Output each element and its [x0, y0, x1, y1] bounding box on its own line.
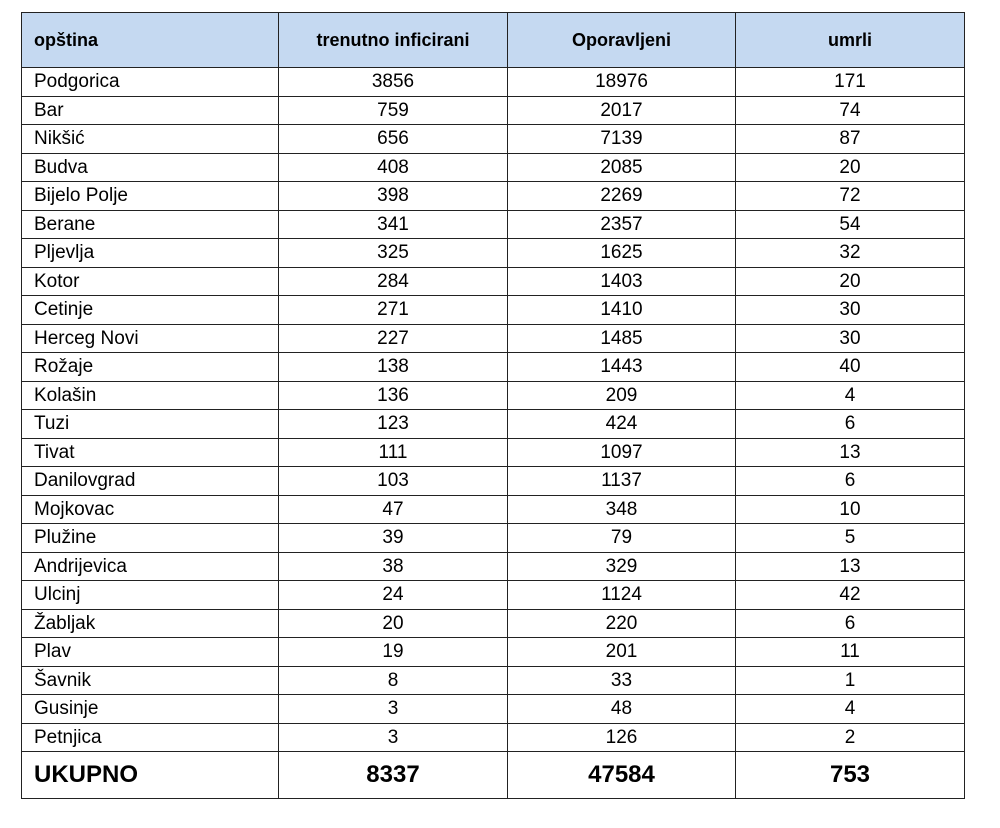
- cell-recovered: 1403: [508, 267, 736, 296]
- cell-municipality: Tivat: [22, 438, 279, 467]
- cell-deceased: 42: [736, 581, 965, 610]
- cell-recovered: 220: [508, 609, 736, 638]
- cell-currently-infected: 38: [279, 552, 508, 581]
- cell-municipality: Budva: [22, 153, 279, 182]
- cell-recovered: 1097: [508, 438, 736, 467]
- cell-municipality: Berane: [22, 210, 279, 239]
- cell-deceased: 40: [736, 353, 965, 382]
- cell-deceased: 1: [736, 666, 965, 695]
- cell-municipality: Bijelo Polje: [22, 182, 279, 211]
- cell-deceased: 6: [736, 410, 965, 439]
- cell-municipality: Bar: [22, 96, 279, 125]
- cell-deceased: 30: [736, 324, 965, 353]
- cell-currently-infected: 47: [279, 495, 508, 524]
- cell-deceased: 54: [736, 210, 965, 239]
- table-row: [22, 267, 965, 296]
- cell-municipality: Šavnik: [22, 666, 279, 695]
- table-row: [22, 353, 965, 382]
- table-row: [22, 581, 965, 610]
- total-label: UKUPNO: [22, 752, 279, 799]
- table-row: [22, 495, 965, 524]
- cell-deceased: 87: [736, 125, 965, 154]
- table-row: [22, 324, 965, 353]
- cell-deceased: 20: [736, 153, 965, 182]
- cell-deceased: 13: [736, 552, 965, 581]
- cell-recovered: 79: [508, 524, 736, 553]
- cell-municipality: Petnjica: [22, 723, 279, 752]
- table-row: [22, 723, 965, 752]
- table-row: [22, 125, 965, 154]
- cell-deceased: 74: [736, 96, 965, 125]
- cell-municipality: Plužine: [22, 524, 279, 553]
- cell-currently-infected: 138: [279, 353, 508, 382]
- cell-currently-infected: 284: [279, 267, 508, 296]
- cell-currently-infected: 103: [279, 467, 508, 496]
- cell-municipality: Danilovgrad: [22, 467, 279, 496]
- header-municipality: opština: [22, 13, 279, 68]
- table-row: [22, 609, 965, 638]
- cell-deceased: 4: [736, 381, 965, 410]
- cell-recovered: 424: [508, 410, 736, 439]
- cell-currently-infected: 3: [279, 695, 508, 724]
- table-row: [22, 524, 965, 553]
- table-header: [22, 13, 965, 68]
- cell-municipality: Žabljak: [22, 609, 279, 638]
- cell-recovered: 2017: [508, 96, 736, 125]
- cell-recovered: 48: [508, 695, 736, 724]
- cell-currently-infected: 39: [279, 524, 508, 553]
- cell-recovered: 201: [508, 638, 736, 667]
- cell-municipality: Podgorica: [22, 68, 279, 97]
- cell-currently-infected: 136: [279, 381, 508, 410]
- municipality-stats-table: [21, 12, 965, 799]
- table-row: [22, 239, 965, 268]
- table-row: [22, 666, 965, 695]
- cell-recovered: 1443: [508, 353, 736, 382]
- header-currently-infected: trenutno inficirani: [279, 13, 508, 68]
- cell-municipality: Ulcinj: [22, 581, 279, 610]
- cell-deceased: 171: [736, 68, 965, 97]
- cell-currently-infected: 123: [279, 410, 508, 439]
- table-row: [22, 210, 965, 239]
- cell-currently-infected: 656: [279, 125, 508, 154]
- cell-deceased: 13: [736, 438, 965, 467]
- header-row: [22, 13, 965, 68]
- table-row: [22, 695, 965, 724]
- cell-currently-infected: 408: [279, 153, 508, 182]
- cell-deceased: 2: [736, 723, 965, 752]
- cell-municipality: Kolašin: [22, 381, 279, 410]
- cell-currently-infected: 759: [279, 96, 508, 125]
- table-row: [22, 552, 965, 581]
- cell-currently-infected: 8: [279, 666, 508, 695]
- cell-recovered: 1137: [508, 467, 736, 496]
- table-row: [22, 296, 965, 325]
- table-row: [22, 467, 965, 496]
- cell-currently-infected: 341: [279, 210, 508, 239]
- cell-municipality: Tuzi: [22, 410, 279, 439]
- cell-recovered: 7139: [508, 125, 736, 154]
- cell-municipality: Mojkovac: [22, 495, 279, 524]
- table-row: [22, 410, 965, 439]
- table-row: [22, 182, 965, 211]
- total-recovered: 47584: [508, 752, 736, 799]
- cell-currently-infected: 19: [279, 638, 508, 667]
- cell-municipality: Plav: [22, 638, 279, 667]
- cell-deceased: 6: [736, 467, 965, 496]
- total-deceased: 753: [736, 752, 965, 799]
- cell-currently-infected: 24: [279, 581, 508, 610]
- table-row: [22, 438, 965, 467]
- cell-recovered: 348: [508, 495, 736, 524]
- cell-recovered: 1485: [508, 324, 736, 353]
- cell-deceased: 20: [736, 267, 965, 296]
- cell-municipality: Nikšić: [22, 125, 279, 154]
- cell-currently-infected: 20: [279, 609, 508, 638]
- cell-recovered: 126: [508, 723, 736, 752]
- cell-currently-infected: 227: [279, 324, 508, 353]
- cell-deceased: 4: [736, 695, 965, 724]
- table-row: [22, 381, 965, 410]
- cell-municipality: Gusinje: [22, 695, 279, 724]
- table-container: [21, 12, 964, 799]
- cell-deceased: 10: [736, 495, 965, 524]
- cell-recovered: 2357: [508, 210, 736, 239]
- cell-currently-infected: 3: [279, 723, 508, 752]
- cell-deceased: 72: [736, 182, 965, 211]
- cell-recovered: 1410: [508, 296, 736, 325]
- cell-municipality: Andrijevica: [22, 552, 279, 581]
- cell-municipality: Rožaje: [22, 353, 279, 382]
- cell-recovered: 18976: [508, 68, 736, 97]
- cell-recovered: 329: [508, 552, 736, 581]
- cell-municipality: Kotor: [22, 267, 279, 296]
- table-row: [22, 96, 965, 125]
- table-row: [22, 153, 965, 182]
- total-currently-infected: 8337: [279, 752, 508, 799]
- cell-recovered: 2269: [508, 182, 736, 211]
- table-footer: [22, 752, 965, 799]
- cell-municipality: Cetinje: [22, 296, 279, 325]
- cell-deceased: 32: [736, 239, 965, 268]
- header-deceased: umrli: [736, 13, 965, 68]
- cell-recovered: 33: [508, 666, 736, 695]
- cell-municipality: Pljevlja: [22, 239, 279, 268]
- cell-currently-infected: 325: [279, 239, 508, 268]
- cell-deceased: 6: [736, 609, 965, 638]
- cell-currently-infected: 3856: [279, 68, 508, 97]
- cell-municipality: Herceg Novi: [22, 324, 279, 353]
- cell-currently-infected: 398: [279, 182, 508, 211]
- cell-deceased: 30: [736, 296, 965, 325]
- table-row: [22, 68, 965, 97]
- cell-currently-infected: 111: [279, 438, 508, 467]
- cell-deceased: 5: [736, 524, 965, 553]
- total-row: [22, 752, 965, 799]
- cell-currently-infected: 271: [279, 296, 508, 325]
- cell-recovered: 1625: [508, 239, 736, 268]
- table-row: [22, 638, 965, 667]
- cell-recovered: 2085: [508, 153, 736, 182]
- header-recovered: Oporavljeni: [508, 13, 736, 68]
- cell-deceased: 11: [736, 638, 965, 667]
- cell-recovered: 209: [508, 381, 736, 410]
- cell-recovered: 1124: [508, 581, 736, 610]
- table-body: [22, 68, 965, 752]
